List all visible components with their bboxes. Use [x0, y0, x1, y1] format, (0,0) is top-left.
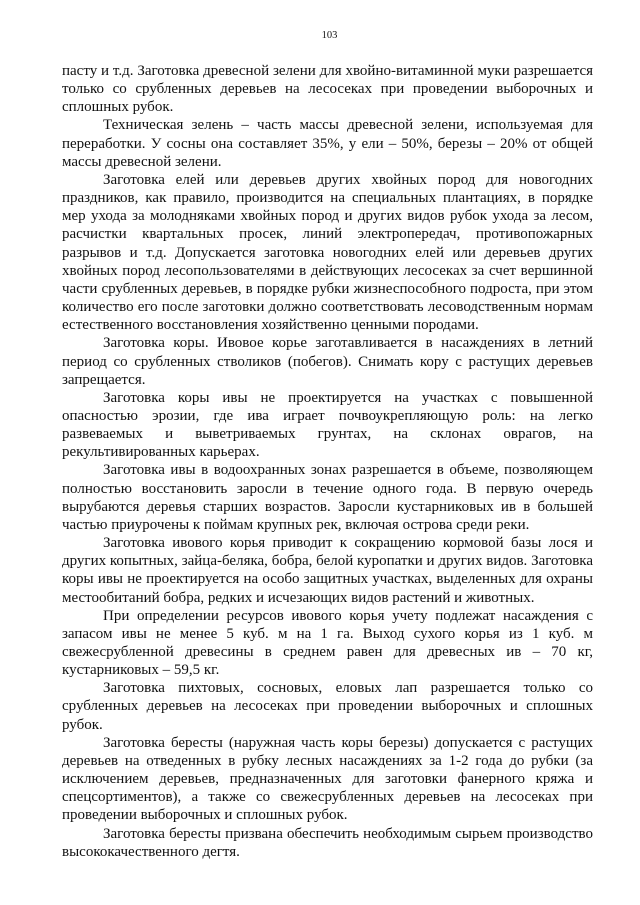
paragraph-needle-flour: пасту и т.д. Заготовка древесной зелени для хвойно-витаминной муки разрешается только со срубленных деревьев на лесосеках при проведении выборочных и сплошных рубок. — [62, 63, 593, 116]
paragraph-new-year-trees: Заготовка елей или деревьев других хвойных пород для новогодних праздников, как правило, производится на специальных плантациях, в порядке мер ухода за молодняками хвойных пород и других видов рубок ухода за лесом, расчистки квартальных просек, линий электропередач, противопожарных разрывов и т.д. Допускается заготовка новогодних елей или деревьев других хвойных пород лесопользователями в действующих лесосеках за счет вершинной части срубленных деревьев, в порядке рубки жизнеспособного подроста, при этом количество его после заготовки должно соответствовать лесоводственным нормам естественного восстановления хозяйственно ценными породами. — [62, 171, 593, 334]
paragraph-water-protection-zones: Заготовка ивы в водоохранных зонах разрешается в объеме, позволяющем полностью восстановить заросли в течение одного года. В первую очередь вырубаются деревья старших возрастов. Заросли кустарниковых ив в большей частью приурочены к поймам крупных рек, включая острова среди реки. — [62, 462, 593, 533]
page-number: 103 — [321, 30, 338, 41]
paragraph-conifer-branches: Заготовка пихтовых, сосновых, еловых лап разрешается только со срубленных деревьев на лесосеках при проведении выборочных и сплошных рубок. — [62, 680, 593, 733]
paragraph-willow-erosion: Заготовка коры ивы не проектируется на участках с повышенной опасностью эрозии, где ива играет почвоукрепляющую роль: на легко развеваемых и выветриваемых грунтах, на склонах оврагов, на рекультивированных карьерах. — [62, 389, 593, 461]
paragraph-bark-resources: При определении ресурсов ивового корья учету подлежат насаждения с запасом ивы не менее 5 куб. м на 1 га. Выход сухого корья из 1 куб. м свежесрубленной древесины в среднем равен для древесных ив – 70 кг, кустарниковых – 59,5 кг. — [62, 607, 593, 679]
paragraph-birch-bark: Заготовка бересты (наружная часть коры березы) допускается с растущих деревьев на отведенных в рубку лесных насаждениях за 1-2 года до рубки (за исключением деревьев, предназначенных для заготовки фанерного кряжа и спецсортиментов), а также со свежесрубленных деревьев на лесосеках при проведении выборочных и сплошных рубок. — [62, 734, 593, 824]
paragraph-technical-greenery: Техническая зелень – часть массы древесной зелени, используемая для переработки. У сосны она составляет 35%, у ели – 50%, березы – 20% от общей массы древесной зелени. — [62, 117, 593, 170]
paragraph-tar-production: Заготовка бересты призвана обеспечить необходимым сырьем производство высококачественного дегтя. — [62, 825, 593, 860]
document-page — [62, 30, 593, 861]
paragraph-forage-base: Заготовка ивового корья приводит к сокращению кормовой базы лося и других копытных, зайца-беляка, бобра, белой куропатки и других видов. Заготовка коры ивы не проектируется на особо защитных участках, выделенных для охраны местообитаний бобра, редких и исчезающих видов растений и животных. — [62, 535, 593, 606]
paragraph-bark-harvesting: Заготовка коры. Ивовое корье заготавливается в насаждениях в летний период со срубленных стволиков (побегов). Снимать кору с растущих деревьев запрещается. — [62, 335, 593, 388]
